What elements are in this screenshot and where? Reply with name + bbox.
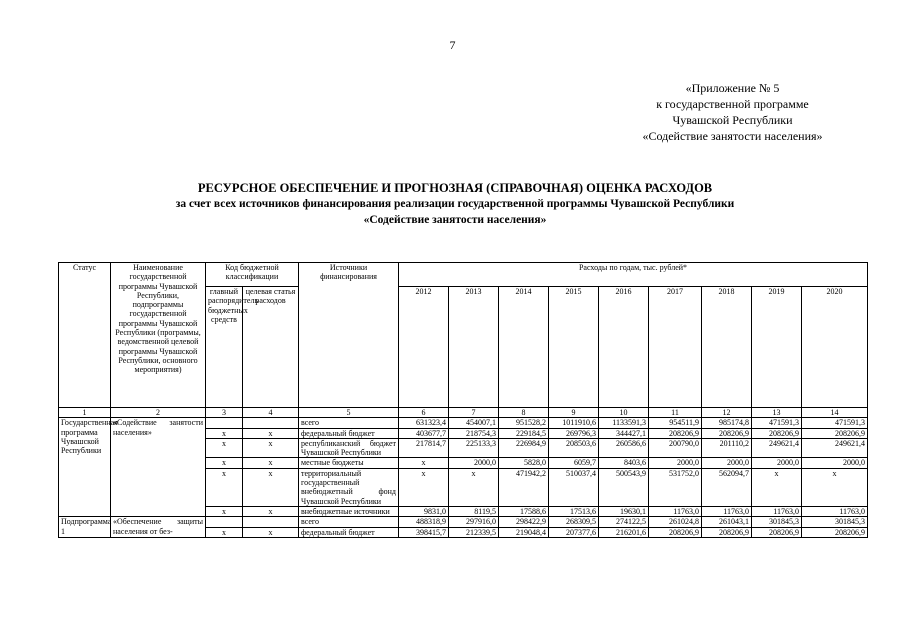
- header-year: 2020: [802, 287, 868, 408]
- row-status: Подпрограмма 1: [59, 517, 111, 538]
- cell-source: территориальный государственный внебюджетный фонд Чувашской Республики: [299, 468, 399, 506]
- cell-value: 954511,9: [649, 418, 702, 428]
- header-year: 2015: [549, 287, 599, 408]
- cell-value: 208206,9: [752, 527, 802, 537]
- cell-value: 208206,9: [649, 527, 702, 537]
- cell-value: 249621,4: [802, 438, 868, 458]
- cell-value: 208206,9: [752, 428, 802, 438]
- cell-value: 500543,9: [599, 468, 649, 506]
- row-name: «Содействие занятости населения»: [111, 418, 206, 517]
- cell-value: 2000,0: [802, 458, 868, 468]
- cell-value: 951528,2: [499, 418, 549, 428]
- cell-value: 208206,9: [802, 527, 868, 537]
- cell-value: 261043,1: [702, 517, 752, 527]
- cell-value: 268309,5: [549, 517, 599, 527]
- cell-value: x: [449, 468, 499, 506]
- cell-value: 1011910,6: [549, 418, 599, 428]
- cell-value: 510037,4: [549, 468, 599, 506]
- cell-value: 301845,3: [802, 517, 868, 527]
- cell-target-item: [243, 517, 299, 527]
- cell-value: 11763,0: [752, 506, 802, 516]
- row-name: «Обеспечение защиты населения от без-: [111, 517, 206, 538]
- title-line-3: «Содействие занятости населения»: [363, 214, 547, 226]
- cell-main-manager: [206, 517, 243, 527]
- cell-value: 11763,0: [649, 506, 702, 516]
- cell-main-manager: x: [206, 428, 243, 438]
- cell-main-manager: [206, 418, 243, 428]
- cell-value: x: [399, 468, 449, 506]
- cell-value: 562094,7: [702, 468, 752, 506]
- cell-target-item: x: [243, 428, 299, 438]
- cell-target-item: x: [243, 468, 299, 506]
- appendix-line-4: «Содействие занятости населения»: [642, 129, 823, 143]
- cell-value: 301845,3: [752, 517, 802, 527]
- cell-value: 208206,9: [702, 527, 752, 537]
- header-target-item: целевая статья расходов: [243, 287, 299, 408]
- cell-value: 403677,7: [399, 428, 449, 438]
- cell-value: 208503,6: [549, 438, 599, 458]
- cell-value: 454007,1: [449, 418, 499, 428]
- table-row: [59, 418, 868, 428]
- cell-value: 398415,7: [399, 527, 449, 537]
- column-number: 5: [299, 408, 399, 418]
- appendix-block: [600, 80, 865, 144]
- cell-source: местные бюджеты: [299, 458, 399, 468]
- table-body: [59, 418, 868, 538]
- cell-value: 631323,4: [399, 418, 449, 428]
- column-number: 3: [206, 408, 243, 418]
- title-line-1: РЕСУРСНОЕ ОБЕСПЕЧЕНИЕ И ПРОГНОЗНАЯ (СПРАВОЧНАЯ) ОЦЕНКА РАСХОДОВ: [197, 181, 713, 195]
- cell-value: 249621,4: [752, 438, 802, 458]
- cell-value: 208206,9: [802, 428, 868, 438]
- cell-value: 11763,0: [802, 506, 868, 516]
- cell-source: всего: [299, 517, 399, 527]
- column-number: 10: [599, 408, 649, 418]
- cell-main-manager: x: [206, 527, 243, 537]
- cell-value: 344427,1: [599, 428, 649, 438]
- cell-value: 216201,6: [599, 527, 649, 537]
- column-number: 6: [399, 408, 449, 418]
- cell-target-item: x: [243, 438, 299, 458]
- cell-value: 201110,2: [702, 438, 752, 458]
- header-year: 2018: [702, 287, 752, 408]
- column-number: 12: [702, 408, 752, 418]
- cell-value: 269796,3: [549, 428, 599, 438]
- cell-value: 5828,0: [499, 458, 549, 468]
- cell-value: 2000,0: [702, 458, 752, 468]
- cell-source: федеральный бюджет: [299, 428, 399, 438]
- column-numbers-row: [59, 408, 868, 418]
- header-budget-code: Код бюджетной классификации: [206, 263, 299, 287]
- column-number: 7: [449, 408, 499, 418]
- page-number: 7: [449, 38, 456, 52]
- cell-source: республиканский бюджет Чувашской Республики: [299, 438, 399, 458]
- appendix-line-2: к государственной программе: [656, 97, 809, 111]
- cell-value: 471591,3: [802, 418, 868, 428]
- column-number: 2: [111, 408, 206, 418]
- header-expenses: Расходы по годам, тыс. рублей*: [399, 263, 868, 287]
- cell-value: 225133,3: [449, 438, 499, 458]
- cell-main-manager: x: [206, 468, 243, 506]
- cell-value: 200790,0: [649, 438, 702, 458]
- header-year: 2014: [499, 287, 549, 408]
- document-title: [40, 180, 870, 228]
- cell-main-manager: x: [206, 458, 243, 468]
- cell-main-manager: x: [206, 438, 243, 458]
- cell-value: 226984,9: [499, 438, 549, 458]
- cell-value: 219048,4: [499, 527, 549, 537]
- cell-source: внебюджетные источники: [299, 506, 399, 516]
- resource-table: [58, 262, 868, 538]
- header-name: Наименование государственной программы Чувашской Республики, подпрограммы государственной программы Чувашской Республики (программы, ведомственной целевой программы Чувашской Республики, основного мероприятия): [111, 263, 206, 408]
- cell-value: 17588,6: [499, 506, 549, 516]
- cell-target-item: x: [243, 527, 299, 537]
- cell-value: 2000,0: [752, 458, 802, 468]
- cell-value: 212339,5: [449, 527, 499, 537]
- cell-value: 8403,6: [599, 458, 649, 468]
- cell-value: 8119,5: [449, 506, 499, 516]
- column-number: 13: [752, 408, 802, 418]
- header-main-manager: главный распорядитель бюджетных средств: [206, 287, 243, 408]
- title-line-2: за счет всех источников финансирования реализации государственной программы Чувашской Республики: [175, 198, 735, 210]
- cell-value: 531752,0: [649, 468, 702, 506]
- cell-value: 261024,8: [649, 517, 702, 527]
- cell-value: 488318,9: [399, 517, 449, 527]
- cell-value: 471942,2: [499, 468, 549, 506]
- cell-value: x: [752, 468, 802, 506]
- cell-main-manager: x: [206, 506, 243, 516]
- cell-target-item: x: [243, 458, 299, 468]
- cell-value: 229184,5: [499, 428, 549, 438]
- cell-source: всего: [299, 418, 399, 428]
- column-number: 14: [802, 408, 868, 418]
- column-number: 8: [499, 408, 549, 418]
- header-status: Статус: [59, 263, 111, 408]
- cell-value: 298422,9: [499, 517, 549, 527]
- cell-value: 985174,8: [702, 418, 752, 428]
- cell-target-item: [243, 418, 299, 428]
- cell-value: 274122,5: [599, 517, 649, 527]
- header-year: 2017: [649, 287, 702, 408]
- cell-value: 217814,7: [399, 438, 449, 458]
- appendix-line-3: Чувашской Республики: [672, 113, 793, 127]
- cell-value: 11763,0: [702, 506, 752, 516]
- cell-value: 207377,6: [549, 527, 599, 537]
- cell-value: 208206,9: [702, 428, 752, 438]
- cell-value: 471591,3: [752, 418, 802, 428]
- table-row: [59, 517, 868, 527]
- cell-value: 9831,0: [399, 506, 449, 516]
- header-year: 2019: [752, 287, 802, 408]
- header-year: 2013: [449, 287, 499, 408]
- cell-value: 2000,0: [449, 458, 499, 468]
- cell-target-item: x: [243, 506, 299, 516]
- cell-value: 208206,9: [649, 428, 702, 438]
- cell-value: 1133591,3: [599, 418, 649, 428]
- cell-value: 218754,3: [449, 428, 499, 438]
- column-number: 11: [649, 408, 702, 418]
- column-number: 1: [59, 408, 111, 418]
- column-number: 4: [243, 408, 299, 418]
- header-sources: Источники финансирования: [299, 263, 399, 408]
- row-status: Государственная программа Чувашской Республики: [59, 418, 111, 517]
- cell-value: x: [802, 468, 868, 506]
- header-year: 2016: [599, 287, 649, 408]
- cell-source: федеральный бюджет: [299, 527, 399, 537]
- header-year: 2012: [399, 287, 449, 408]
- cell-value: x: [399, 458, 449, 468]
- cell-value: 19630,1: [599, 506, 649, 516]
- cell-value: 297916,0: [449, 517, 499, 527]
- cell-value: 260586,6: [599, 438, 649, 458]
- cell-value: 6059,7: [549, 458, 599, 468]
- column-number: 9: [549, 408, 599, 418]
- cell-value: 2000,0: [649, 458, 702, 468]
- appendix-line-1: «Приложение № 5: [685, 81, 780, 95]
- cell-value: 17513,6: [549, 506, 599, 516]
